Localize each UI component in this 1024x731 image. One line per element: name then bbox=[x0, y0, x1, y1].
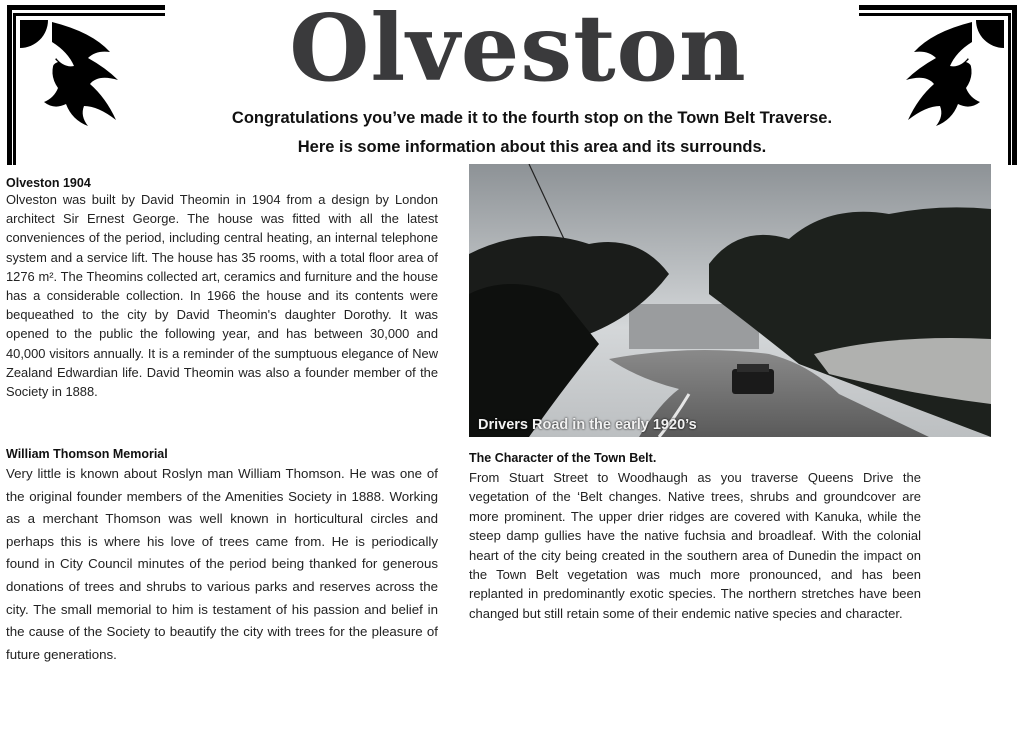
page-subtitle: Congratulations you’ve made it to the fourth stop on the Town Belt Traverse. Here is some information about this area and its surrounds. bbox=[231, 109, 833, 156]
section-william-thomson-memorial bbox=[6, 447, 438, 666]
corner-ornament-icon bbox=[0, 0, 170, 168]
section-olveston-1904 bbox=[6, 176, 438, 401]
historic-photo bbox=[469, 164, 991, 437]
photo-scene bbox=[469, 164, 991, 437]
section-heading: William Thomson Memorial bbox=[6, 447, 168, 461]
section-body: From Stuart Street to Woodhaugh as you traverse Queens Drive the vegetation of the ‘Belt changes. Native trees, shrubs and groundcover are more prominent. The upper drier ridges are covered with Kanuka, while the steep damp gullies have the native fuchsia and broadleaf. With the colonial heart of the city being created in the southern area of Dunedin the impact on the Town Belt vegetation was much more pronounced, and has been replanted in predominantly exotic species. The northern stretches have been changed but still retain some of their endemic native species and character. bbox=[469, 470, 921, 621]
section-heading: Olveston 1904 bbox=[6, 176, 91, 190]
corner-ornament-icon bbox=[854, 0, 1024, 168]
page-title: Olveston bbox=[289, 0, 747, 102]
section-body: Olveston was built by David Theomin in 1904 from a design by London architect Sir Ernest George. The house was fitted with all the latest conveniences of the period, including central heating, an internal telephone system and a service lift. The house has 35 rooms, with a total floor area of 1276 m². The Theomins collected art, ceramics and furniture and the house has a considerable collection. In 1966 the house and its contents were bequeathed to the city by David Theomin's daughter Dorothy. It was opened to the public the following year, and has between 30,000 and 40,000 visitors annually. It is a reminder of the sumptuous elegance of New Zealand Edwardian life. David Theomin was also a founder member of the Society in 1888. bbox=[6, 192, 438, 400]
section-character-of-town-belt bbox=[469, 451, 921, 623]
section-heading: The Character of the Town Belt. bbox=[469, 451, 657, 465]
photo-caption: Drivers Road in the early 1920’s bbox=[478, 417, 697, 433]
section-body: Very little is known about Roslyn man William Thomson. He was one of the original founder members of the Amenities Society in 1888. Working as a merchant Thomson was well known in horticultural circles and perhaps this is where his love of trees came from. He is periodically found in City Council minutes of the period being thanked for generous donations of trees and shrubs to various parks and reserves across the city. The small memorial to him is testament of his passion and belief in the cause of the Society to beautify the city with trees for the pleasure of future generations. bbox=[6, 466, 438, 662]
